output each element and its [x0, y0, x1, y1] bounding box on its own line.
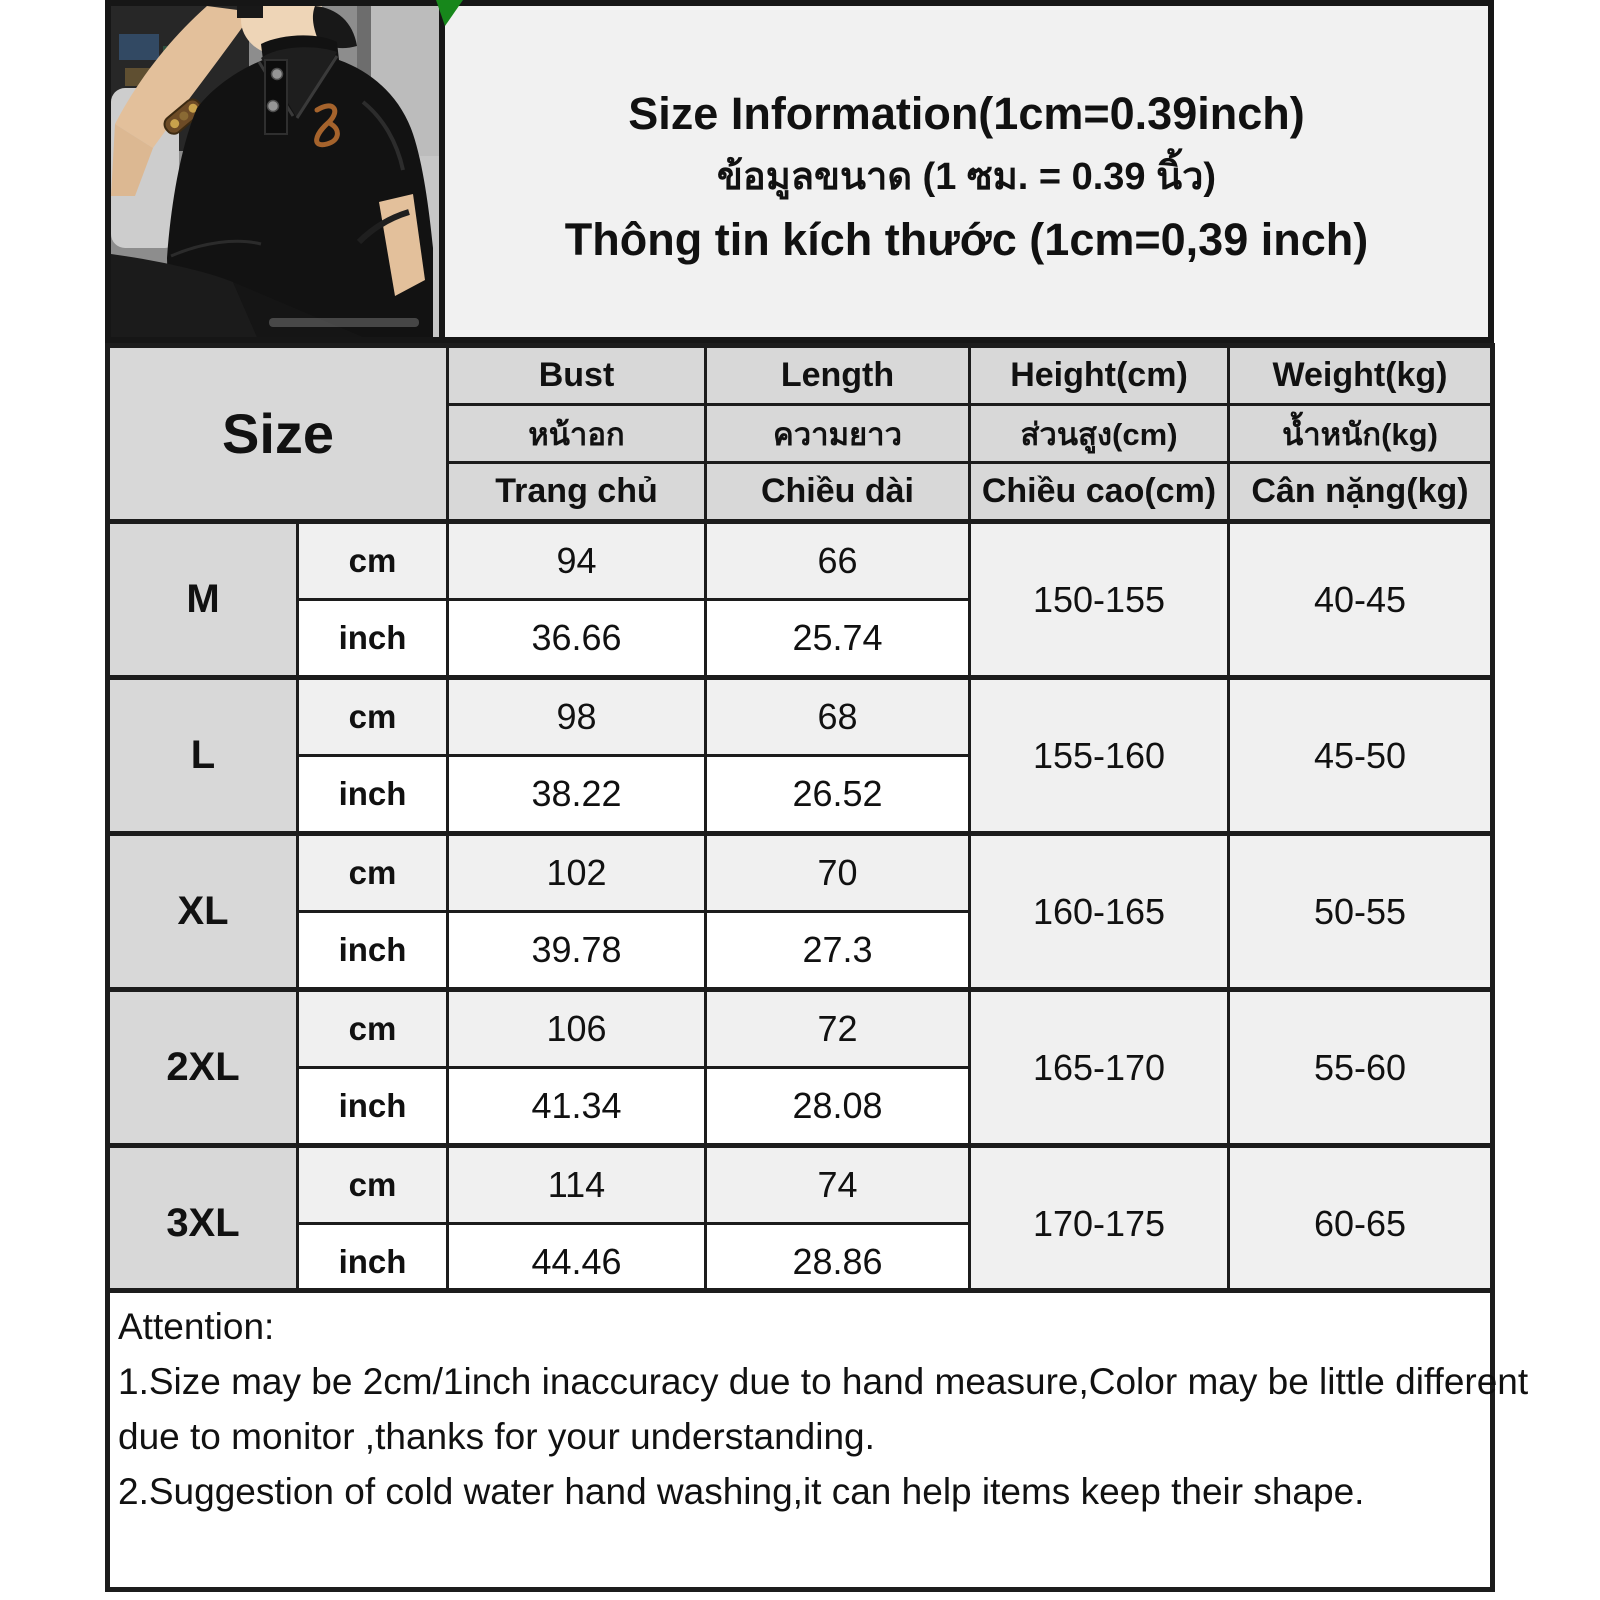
green-corner-accent: [436, 0, 463, 26]
length-inch-value: 28.86: [706, 1224, 970, 1302]
attention-box: [105, 1288, 1529, 1592]
table-row: [108, 834, 1493, 912]
bust-cm-value: 98: [448, 678, 706, 756]
length-header-th: ความยาว: [706, 405, 970, 463]
weight-range: 45-50: [1229, 678, 1493, 834]
height-range: 150-155: [970, 522, 1229, 678]
title-vietnamese: Thông tin kích thước (1cm=0,39 inch): [564, 213, 1369, 265]
product-photo: [105, 0, 445, 343]
attention-heading: Attention:: [118, 1306, 275, 1347]
length-cm-value: 66: [706, 522, 970, 600]
unit-cm: cm: [298, 834, 448, 912]
unit-cm: cm: [298, 522, 448, 600]
bust-cm-value: 106: [448, 990, 706, 1068]
length-cm-value: 72: [706, 990, 970, 1068]
height-header-th: ส่วนสูง(cm): [970, 405, 1229, 463]
bust-inch-value: 36.66: [448, 600, 706, 678]
length-inch-value: 27.3: [706, 912, 970, 990]
height-range: 170-175: [970, 1146, 1229, 1302]
size-table: [105, 343, 1495, 1304]
length-header-en: Length: [706, 346, 970, 405]
length-cm-value: 68: [706, 678, 970, 756]
title-box: [439, 0, 1494, 343]
size-label-xl: XL: [108, 834, 298, 990]
unit-inch: inch: [298, 1224, 448, 1302]
weight-range: 60-65: [1229, 1146, 1493, 1302]
weight-range: 55-60: [1229, 990, 1493, 1146]
bust-header-en: Bust: [448, 346, 706, 405]
weight-header-th: น้ำหนัก(kg): [1229, 405, 1493, 463]
unit-cm: cm: [298, 1146, 448, 1224]
length-cm-value: 74: [706, 1146, 970, 1224]
unit-inch: inch: [298, 912, 448, 990]
attention-note2: 2.Suggestion of cold water hand washing,it can help items keep their shape.: [118, 1471, 1365, 1512]
weight-header-en: Weight(kg): [1229, 346, 1493, 405]
title-thai: ข้อมูลขนาด (1 ซม. = 0.39 นิ้ว): [716, 155, 1217, 198]
height-header-vi: Chiều cao(cm): [970, 463, 1229, 522]
weight-range: 50-55: [1229, 834, 1493, 990]
table-row: [108, 990, 1493, 1068]
bust-cm-value: 114: [448, 1146, 706, 1224]
table-row: [108, 522, 1493, 600]
size-label-2xl: 2XL: [108, 990, 298, 1146]
attention-note1-line2: due to monitor ,thanks for your understanding.: [118, 1416, 875, 1457]
title-english: Size Information(1cm=0.39inch): [628, 87, 1305, 139]
height-range: 165-170: [970, 990, 1229, 1146]
unit-inch: inch: [298, 756, 448, 834]
length-inch-value: 25.74: [706, 600, 970, 678]
length-header-vi: Chiều dài: [706, 463, 970, 522]
weight-range: 40-45: [1229, 522, 1493, 678]
table-row: [108, 1146, 1493, 1224]
bust-inch-value: 41.34: [448, 1068, 706, 1146]
bust-header-vi: Trang chủ: [448, 463, 706, 522]
bust-cm-value: 102: [448, 834, 706, 912]
weight-header-vi: Cân nặng(kg): [1229, 463, 1493, 522]
size-label-m: M: [108, 522, 298, 678]
size-label-l: L: [108, 678, 298, 834]
unit-inch: inch: [298, 600, 448, 678]
bust-inch-value: 39.78: [448, 912, 706, 990]
length-cm-value: 70: [706, 834, 970, 912]
unit-inch: inch: [298, 1068, 448, 1146]
size-label-3xl: 3XL: [108, 1146, 298, 1302]
bust-cm-value: 94: [448, 522, 706, 600]
height-range: 160-165: [970, 834, 1229, 990]
attention-note1-line1: 1.Size may be 2cm/1inch inaccuracy due to hand measure,Color may be little different: [118, 1361, 1529, 1402]
table-row: [108, 678, 1493, 756]
length-inch-value: 28.08: [706, 1068, 970, 1146]
height-header-en: Height(cm): [970, 346, 1229, 405]
header-row-english: [108, 346, 1493, 405]
bust-inch-value: 38.22: [448, 756, 706, 834]
model-photo-illustration: [111, 6, 439, 337]
height-range: 155-160: [970, 678, 1229, 834]
unit-cm: cm: [298, 678, 448, 756]
length-inch-value: 26.52: [706, 756, 970, 834]
size-corner-header: Size: [108, 346, 448, 522]
bust-header-th: หน้าอก: [448, 405, 706, 463]
bust-inch-value: 44.46: [448, 1224, 706, 1302]
unit-cm: cm: [298, 990, 448, 1068]
